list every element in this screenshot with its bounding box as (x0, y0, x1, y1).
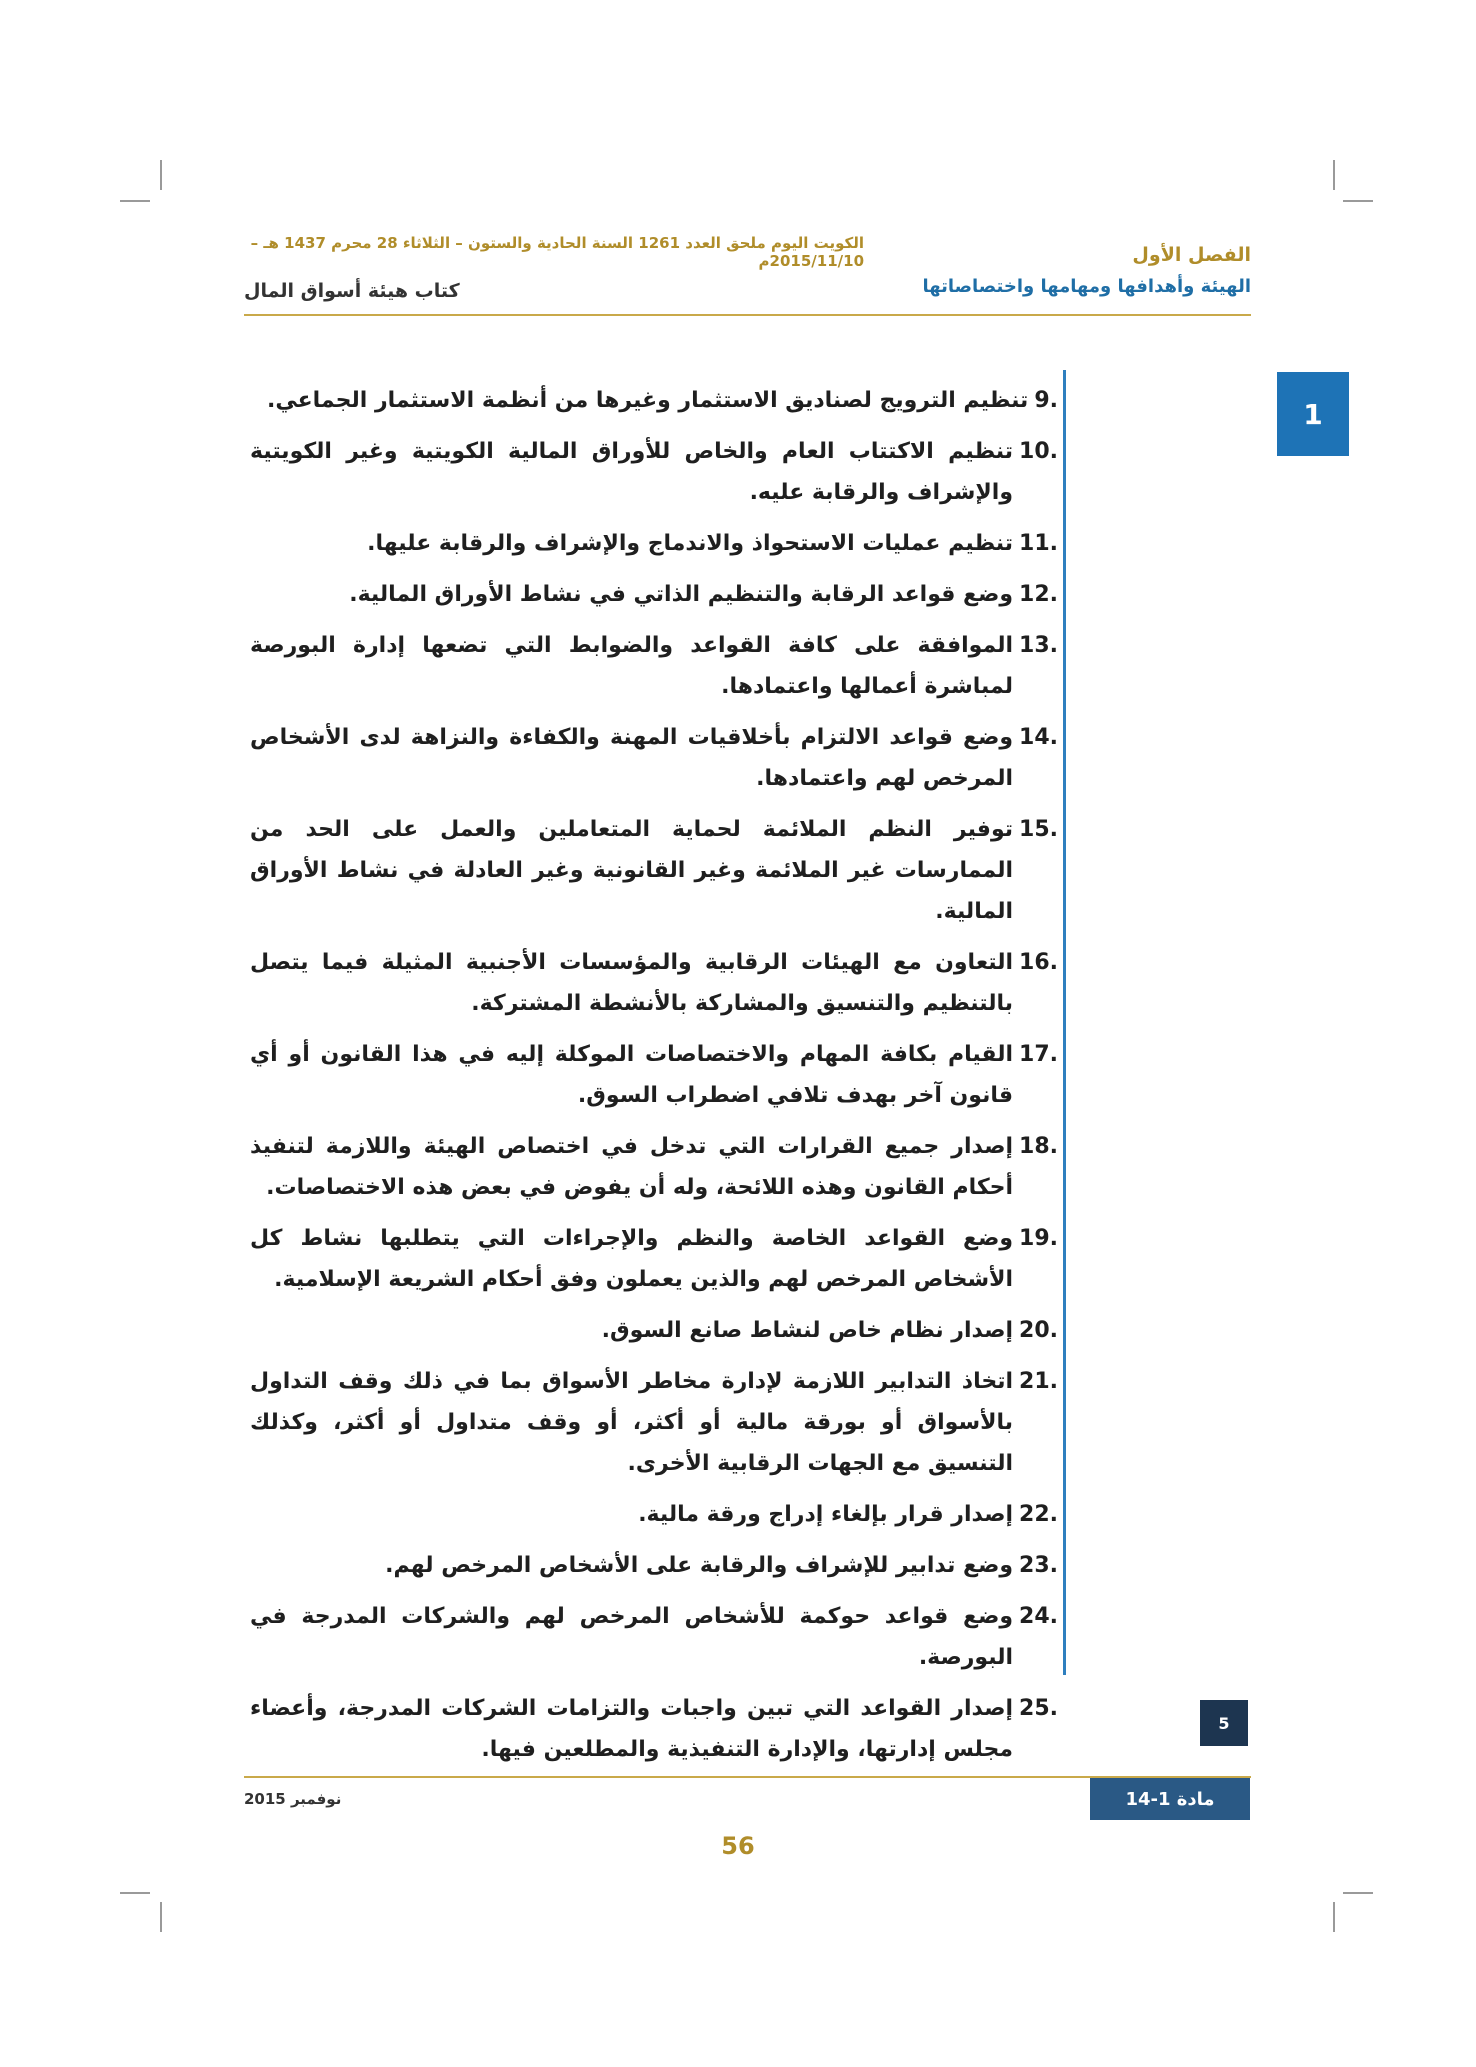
list-item (250, 1545, 1058, 1586)
item-text: وضع قواعد الالتزام بأخلاقيات المهنة والكفاءة والنزاهة لدى الأشخاص المرخص لهم واعتمادها. (250, 725, 1014, 791)
item-number: .12 (1019, 582, 1058, 607)
book-title: كتاب هيئة أسواق المال (244, 280, 460, 302)
chapter-subtitle: الهيئة وأهدافها ومهامها واختصاصاتها (922, 276, 1251, 297)
chapter-title: الفصل الأول (1132, 244, 1251, 266)
list-item (250, 1596, 1058, 1678)
item-text: إصدار نظام خاص لنشاط صانع السوق. (601, 1318, 1014, 1343)
item-text: تنظيم الترويج لصناديق الاستثمار وغيرها من أنظمة الاستثمار الجماعي. (267, 388, 1029, 413)
crop-mark (1333, 1902, 1335, 1932)
numbered-list (250, 380, 1058, 1780)
crop-mark (160, 1902, 162, 1932)
list-item (250, 523, 1058, 564)
item-text: الموافقة على كافة القواعد والضوابط التي تضعها إدارة البورصة لمباشرة أعمالها واعتمادها. (250, 633, 1014, 699)
margin-rule (1063, 370, 1066, 1675)
list-item (250, 1126, 1058, 1208)
item-text: إصدار القواعد التي تبين واجبات والتزامات الشركات المدرجة، وأعضاء مجلس إدارتها، والإدارة التنفيذية والمطلعين فيها. (250, 1696, 1014, 1762)
crop-mark (120, 200, 150, 202)
item-text: وضع قواعد حوكمة للأشخاص المرخص لهم والشركات المدرجة في البورصة. (250, 1604, 1014, 1670)
item-text: القيام بكافة المهام والاختصاصات الموكلة إليه في هذا القانون أو أي قانون آخر بهدف تلافي اضطراب السوق. (250, 1042, 1014, 1108)
chapter-number-badge: 1 (1277, 372, 1349, 456)
article-label: مادة 1-14 (1090, 1778, 1250, 1820)
item-number: .19 (1019, 1226, 1058, 1251)
item-number: .23 (1019, 1553, 1058, 1578)
list-item (250, 809, 1058, 932)
list-item (250, 574, 1058, 615)
item-text: وضع تدابير للإشراف والرقابة على الأشخاص المرخص لهم. (385, 1553, 1014, 1578)
item-number: .21 (1019, 1369, 1058, 1394)
item-number: .11 (1019, 531, 1058, 556)
crop-mark (1343, 1892, 1373, 1894)
crop-mark (1333, 160, 1335, 190)
item-text: التعاون مع الهيئات الرقابية والمؤسسات الأجنبية المثيلة فيما يتصل بالتنظيم والتنسيق والمشاركة بالأنشطة المشتركة. (250, 950, 1014, 1016)
list-item (250, 717, 1058, 799)
item-number: .25 (1019, 1696, 1058, 1721)
list-item (250, 1310, 1058, 1351)
list-item (250, 1688, 1058, 1770)
crop-mark (160, 160, 162, 190)
item-number: .22 (1019, 1502, 1058, 1527)
item-number: .13 (1019, 633, 1058, 658)
item-text: تنظيم عمليات الاستحواذ والاندماج والإشراف والرقابة عليها. (367, 531, 1014, 556)
item-number: .14 (1019, 725, 1058, 750)
item-number: .20 (1019, 1318, 1058, 1343)
item-text: اتخاذ التدابير اللازمة لإدارة مخاطر الأسواق بما في ذلك وقف التداول بالأسواق أو بورقة مالية أو أكثر، أو وقف متداول أو أكثر، وكذلك التنسيق مع الجهات الرقابية الأخرى. (250, 1369, 1014, 1476)
list-item (250, 431, 1058, 513)
item-number: .16 (1019, 950, 1058, 975)
item-text: وضع قواعد الرقابة والتنظيم الذاتي في نشاط الأوراق المالية. (349, 582, 1014, 607)
item-number: .9 (1034, 388, 1058, 413)
item-text: وضع القواعد الخاصة والنظم والإجراءات التي يتطلبها نشاط كل الأشخاص المرخص لهم والذين يعملون وفق أحكام الشريعة الإسلامية. (250, 1226, 1014, 1292)
list-item (250, 1034, 1058, 1116)
crop-mark (1343, 200, 1373, 202)
item-text: توفير النظم الملائمة لحماية المتعاملين والعمل على الحد من الممارسات غير الملائمة وغير القانونية وغير العادلة في نشاط الأوراق المالية. (250, 817, 1014, 924)
item-text: إصدار جميع القرارات التي تدخل في اختصاص الهيئة واللازمة لتنفيذ أحكام القانون وهذه اللائحة، وله أن يفوض في بعض هذه الاختصاصات. (250, 1134, 1014, 1200)
list-item (250, 1218, 1058, 1300)
item-number: .15 (1019, 817, 1058, 842)
list-item (250, 625, 1058, 707)
item-number: .10 (1019, 439, 1058, 464)
list-item (250, 1494, 1058, 1535)
item-text: إصدار قرار بإلغاء إدراج ورقة مالية. (638, 1502, 1014, 1527)
item-number: .24 (1019, 1604, 1058, 1629)
page-number: 56 (721, 1832, 755, 1860)
item-number: .17 (1019, 1042, 1058, 1067)
publication-line: الكويت اليوم ملحق العدد 1261 السنة الحادية والستون – الثلاثاء 28 محرم 1437 هـ – 2015/11/10م (250, 234, 864, 270)
item-number: .18 (1019, 1134, 1058, 1159)
section-page-badge: 5 (1200, 1700, 1248, 1746)
item-text: تنظيم الاكتتاب العام والخاص للأوراق المالية الكويتية وغير الكويتية والإشراف والرقابة عليه. (250, 439, 1014, 505)
header-divider (244, 314, 1251, 316)
list-item (250, 1361, 1058, 1484)
crop-mark (120, 1892, 150, 1894)
list-item (250, 942, 1058, 1024)
footer-date: نوفمبر 2015 (244, 1790, 342, 1808)
list-item (250, 380, 1058, 421)
